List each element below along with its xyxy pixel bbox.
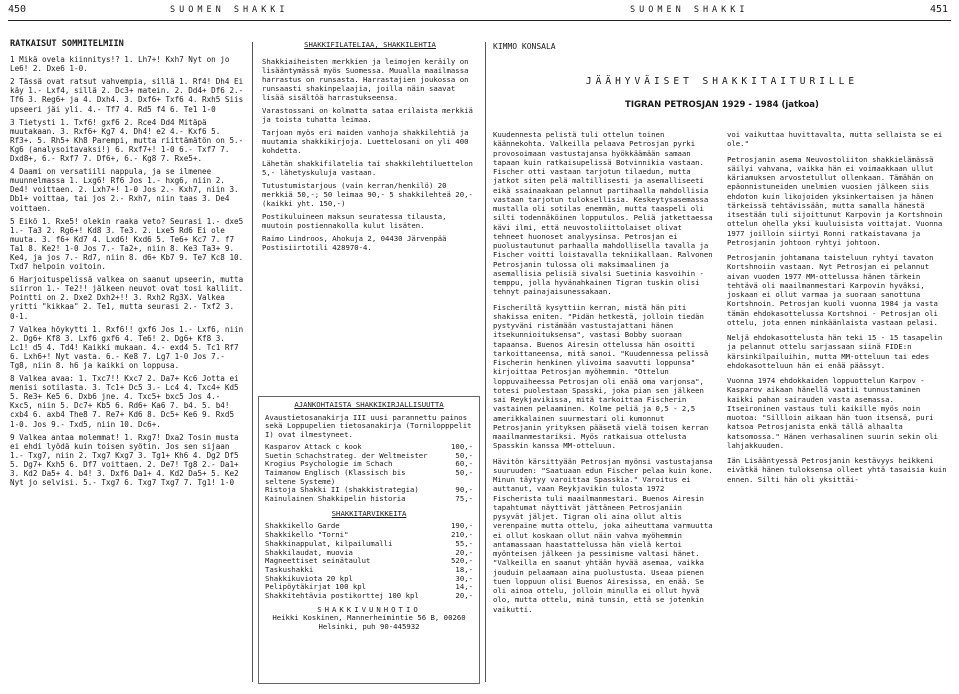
book-row: Krogius Psychologie im Schach 60,-: [265, 459, 473, 469]
gear-title: SHAKKITARVIKKEITA: [331, 508, 407, 518]
column-divider-right: [485, 42, 486, 682]
article-paragraph: Kuudennesta pelistä tuli ottelun toinen käännekohta. Valkeilla pelaava Petrosjan pyrki provosoimaan vastustajansa hyökkäämään samaan tapaan kuin ratkaisupelissä Botvinnikia vastaan. Fischer otti vastaan tarjotun tilaedun, mutta jatkot siten pelä maltillisesti ja asemalliseeti eikä ssainaakaan pelannut partihaalla mahdollisia vastaan tarjotun tuloksellisia. Keskeytysasemassa mustalla oli sotilas enemmän, mutta taaspeli oli silti todennäköinen lopputulos. Peliä jatkettaessa kävi ilmi, että neuvostoliittolaiset olivat tehneet huonoset analyysinsa. Petrosjan ei puolustautunut parhaalla mahdollisella tavalla ja Fischer voitti loistavalla tekniikallaan. Ralvonen Petrosjanin tulossa oli maksimaalinen ja asemallisia pelisiä sivalsi Suetinia kasvoihin - temppu, jolla hyvänahkainen Tigran tuskin olisi tehnyt painajaisunessakaan.: [493, 130, 713, 297]
article-paragraph: Neljä ehdokasottelusta hän teki 15 - 15 tasapelin ja pelannut ottelu sarjassaan siinä FIDE:n kärsinkilpailuihin, mutta MM-otteluun tai edes ehdokasotteluun hän ei enää päässyt.: [727, 333, 943, 370]
article-title: JÄÄHYVÄISET SHAKKITAITURILLE: [585, 76, 859, 87]
article-author: KIMMO KONSALA: [493, 42, 556, 51]
philately-paragraph: Varastossani on kolmatta sataa erilaista merkkiä ja toista tuhatta leimaa.: [262, 106, 473, 124]
gear-row: Magneettiset seinätaulut 520,-: [265, 556, 473, 566]
philately-paragraph: Tutustumistarjous (vain kerran/henkilö) 20 merkkiä 50,-; 50 leimaa 90,- 5 shakkilehteä 20,- (kaikki yht. 150,-): [262, 181, 473, 208]
book-row: Kasparov Attack c kook 100,-: [265, 441, 473, 451]
literature-ad-box: [258, 396, 480, 684]
solution-item: 4 Daami on versatiili nappula, ja se ilmenee muunnelmassa 1. Lxg6! Rf6 Jos 1.- hxg6, niin 2. De4! voittaen. 2. Lxh7+! 1-0 Jos 2.- Kxh7, niin 3. Db1+ voittaa, tai jos 2.- Rxh7, niin taas 3. De4 voittaen.: [10, 167, 239, 213]
gear-row: Taskushakki 18,-: [265, 564, 473, 574]
solution-item: 5 Eikö 1. Rxe5! olekin raaka veto? Seurasi 1.- dxe5 1.- Ta3 2. Rg6+! Kd8 3. Te3. 2. Lxe5 Rd6 Ei ole muuta. 3. f6+ Kd7 4. Lxd6! Kxd6 5. Te6+ Kc7 7. f7 Ta1 8. Ke2! 1-0 Jos 7.- Ta2+, niin 8. Ke3 Ta3+ 9. Ke4, ja jos 7.- Rd7, niin 8. d6+ Kb7 9. Te7 Kc8 10. Txd7 helpoin voitoin.: [10, 216, 244, 272]
philately-paragraph: Tarjoan myös eri maiden vanhoja shakkilehtiä ja muutamia shakkikirjoja. Luettelosani on yli 400 kohdetta.: [262, 128, 469, 155]
literature-title: AJANKOHTAISTA SHAKKIKIRJALLISUUTTA: [294, 400, 444, 409]
philately-paragraph: Raimo Lindroos, Ahokuja 2, 04430 Järvenpää Postisiirtotili 428970-4.: [262, 234, 447, 252]
article-paragraph: Fischeriltä kysyttiin kerran, mistä hän piti shakissa eniten. "Pidän hetkestä, jolloin tiedän pystyväni ristämään vastustajattani hänen itsekunnioituksensa", vastasi Bobby suoraan tapaansa. Buenos Airesin ottelussa hän osoitti tarkoittaneensa, mitä sanoi. "Kuudennessa pelissä Fischerin henkinen ylivoima saavutti loppunsa" kirjoittaa Petrosjan myöhemmin. "Ottelun loppuvaiheessa Petrosjan oli enää oma varjonsa", totesi puolestaan Spasski, joka pian sen jälkeen sai Reykjavikissa, mitä tarkoittaa Fischerin vastainen pelaaminen. Kolme peliä ja 0,5 - 2,5 amerikkalainen suurmestari oli kumonnut Petrosjanin yrityksen pääsetä vielä toisen kerran maailmanmestariksi. Myös ratkaisua ottelusta Spasskin kanssa MM-otteluun.: [493, 302, 709, 451]
solutions-title: RATKAISUT SOMMITELMIIN: [10, 39, 124, 49]
header-rule: [8, 20, 951, 21]
gear-row: Shakkilaudat, muovia 20,-: [265, 547, 473, 557]
solution-item: 7 Valkea höykytti 1. Rxf6!! gxf6 Jos 1.- Lxf6, niin 2. Dg6+ Kf8 3. Lxf6 gxf6 4. Te6! 2. Dg6+ Kf8 3. Lc1! d5 4. Td4! Kaikki mukaan. 4.- exd4 5. Tc1 Rf7 6. Lxh6+! Nyt vasta. 6.- Ke8 7. Lg7 1-0 Jos 7.- Tg8, niin 8. h6 ja kaikki on loppusa.: [10, 324, 244, 370]
running-header-left: SUOMEN SHAKKI: [170, 5, 289, 15]
running-header-right: SUOMEN SHAKKI: [630, 5, 749, 15]
article-paragraph: Iän Lisääntyessä Petrosjanin kestävyys heikkeni eivätkä hänen tuloksensa olleet yhtä tasaisia kuin ennen. Silti hän oli yksittäi-: [727, 456, 947, 484]
shop-name: SHAKKIVUNHOTIO: [317, 604, 421, 614]
book-row: Suetin Schachstrateg. der Weltmeister 50,-: [265, 450, 473, 460]
book-row: Taimanow Englisch (Klassisch bis seltene Systeme) 50,-: [265, 467, 473, 486]
solution-item: 2 Tässä ovat ratsut vahvempia, sillä 1. Rf4! Dh4 Ei käy 1.- Lxf4, sillä 2. Dc3+ matein. 2. Dd4+ Df6 2.- Tf6 3. Reg6+ ja 4. Dxh4. 3. Dxf6+ Txf6 4. Rxh5 Siis upseeri jäi yli. 4.- Tf7 4. Rd5 f4 6. Te1 1-0: [10, 77, 244, 114]
gear-row: Shakkikello Garde 190,-: [265, 521, 473, 531]
article-paragraph: Hävitön kärsittyään Petrosjan myönsi vastustajansa suuruuden: "Saatuaan edun Fischer pelaa kuin kone. Minun täytyy varoittaa Spasskia." Varoitus ei auttanut, vaan Reykjavikin tulosta 1972 Fischerista tuli maailmanmestari. Buenos Airesin tapahtumat näyttivät jättäneen Petrosjaniin pysyvät jäljet. Tigran oli aina ollut altis verenpaine mutta ottelu, joka aiheuttama varmuutta ei ollut koskaan ollut näin vahva myöhemmin antamassaan haastattelussa hän vielä kertoi myönteisen jälkeen ja pessimisme valtasi hänet. "Valkeilla en saanut yhtään hyvää asemaa, vaikka jouduin pelaamaan aina puolustusta. Useaa pienen tuen loppuun olisi Buenos Airesissa, en enää. Se oli ainoa ottelu, jolloin minulla ei ollut hyvä olo, mutta ottelu, minä tunsin, että se jotenkin vaikutti.: [493, 456, 713, 614]
solution-item: 1 Mikä ovela kiinnitys!? 1. Lh7+! Kxh7 Nyt on jo Le6! 2. Dxe6 1-0.: [10, 55, 230, 74]
literature-intro: Avaustietosanakirja III uusi parannettu painos sekä Loppupelien tietosanakirja (Tornilopppelit I) ovat ilmestyneet.: [265, 412, 472, 440]
article-paragraph: Petrosjanin asema Neuvostoliiton shakkielämässä säilyi vahvana, vaikka hän ei voimaakkaan ullut käriamuksen arvostetullut ollenkaan. Tämähän on epäonnistuneiden unelmien vuosien jälkeen siis ehdoton kuin likojoiden yksinkertaisen ja hänen tärkeissä tehtävissään, mutta samalla hänestä itsestään tuli sijoittunut Karpovin ja Kortshnoin ottelun ohella yksi kuuluisista voittajat. Vuonna 1977 joilloin siirtyi Ronni ratkaistavana ja Petrosjanin johtoon ryhtyi johtoon.: [727, 154, 943, 247]
solutions-column: [10, 40, 246, 491]
shop-contact: Heikki Koskinen, Mannerheimintie 56 B, 00260 Helsinki, puh 90-445932: [272, 613, 466, 632]
philately-paragraph: Postikuluineen maksun seuratessa tilausta, muutoin postiennakolla kulut lisäten.: [262, 212, 447, 230]
gear-row: Shakkinappulat, kilpailumalli 55,-: [265, 538, 473, 548]
gear-row: Pelipöytäkirjat 100 kpl 14,-: [265, 582, 473, 592]
article-paragraph: Petrosjanin johtamana taisteluun ryhtyi tavaton Kortshnoiin vastaan. Nyt Petrosjan ei pelannut aivan vuoden 1977 MM-ottelussa hänen tärkein tehtävä oli maailmanmestari Karpovin hyväksi, joskaan ei ollut varmaa ja suoraan sanottuna Kortshnoin. Petrosjan kuoli vuonna 1984 ja vasta tämän ehdokasottelussa Kortshnoi - Petrosjan oli ottelu, jota ennen minkäänlaista vastaan pelasi.: [727, 253, 938, 327]
article-paragraph: Vuonna 1974 ehdokkaiden loppuottelun Karpov - Kasparov aikaan hänellä vaatii tunnustaminen kaikki pahan sairauden vasta asemassa. Itseironinen vastaus tuli kaikille myös noin muotoa: "Sillloin aikaan hän tuon itsensä, puri katsoa Petrosjanista enkä tällä alhaalta katsomossa." Hänen verhasalinen suurin sekin oli lahjakkuuden.: [727, 376, 938, 450]
book-row: Kainulainen Shakkipelin historia 75,-: [265, 494, 473, 504]
gear-row: Shakkikello "Torni" 210,-: [265, 530, 473, 540]
page-number-left: 450: [8, 4, 27, 15]
article-subtitle: TIGRAN PETROSJAN 1929 - 1984 (jatkoa): [625, 100, 819, 110]
philately-paragraph: Lähetän shakkifilatelia tai shakkilehtiluettelon 5,- lähetyskuluja vastaan.: [262, 159, 473, 177]
page-number-right: 451: [930, 4, 949, 15]
philately-column: [262, 40, 478, 256]
article-paragraph: voi vaikuttaa huvittavalta, mutta sellaista se ei ole.": [727, 130, 943, 149]
solution-item: 6 Harjoituspelissä valkea on saanut upseerin, mutta siirron 1.- Te2!! jälkeen neuvot ovat tosi kalliit. Pointti on 2. Dxe2 Dxh2+!! 3. Rxh2 Rg3X. Valkea yritti "kikkaa" 2. Te1, mutta seurasi 2.- Txf2 3. 0-1.: [10, 275, 244, 321]
article-column-b: [727, 130, 951, 484]
philately-paragraph: Shakkiaiheisten merkkien ja leimojen keräily on lisääntymässä myös Suomessa. Muualla maailmassa harrastus on runsasta. Harrastajien joukossa on runsaasti shakinpelaajia, joilla näin saavat lisää sisältöä harrastukseensa.: [262, 57, 469, 102]
solution-item: 8 Valkea avaa: 1. Txc7!! Kxc7 2. Da7+ Kc6 Jotta ei menisi sotilasta. 3. Tc1+ Dc5 3.- Lc4 4. Txc4+ Kd5 5. Re3+ Ke5 6. Dxb6 jne. 4. Txc5+ bxc5 Jos 4.- Kxc5, niin 5. Dc7+ Kb5 6. Rd6+ Ka6 7. b4. 5. b4! cxb4 6. axb4 The8 7. Re7+ Kd6 8. Dc5+ Ke6 9. Rxd5 1-0. Jos 9.- Txd5, niin 10. Dc6+.: [10, 374, 239, 429]
philately-title: SHAKKIFILATELIAA, SHAKKILEHTIA: [304, 40, 436, 49]
solution-item: 3 Tietysti 1. Txf6! gxf6 2. Rce4 Dd4 Mitäpä muutakaan. 3. Rxf6+ Kg7 4. Dh4! e2 4.- Kxf6 5. Rf3+. 5. Rh5+ Kh8 Parempi, mutta riittämätön on 5.- Kg6 (analysoitavaksi!) 6. Rxf7+! 1-0 6.- Txf7 7. Dxd8+, 6.- Rxf7 7. Df6+, 6.- Kg8 7. Rxe5+.: [10, 117, 244, 164]
gear-row: Shakkikuviota 20 kpl 30,-: [265, 573, 473, 583]
column-divider-left: [252, 42, 253, 682]
solution-item: 9 Valkea antaa molemmat! 1. Rxg7! Dxa2 Tosin musta ei ehdi lyödä kuin toisen syötin. Jos sen sijaan 1.- Txg7, niin 2. Txg7 Kxg7 3. Tg1+ Kh6 4. Dg2 Df5 5. Dg7+ Kxh5 6. Df7 voittaen. 2. De7! Tg8 2.- Da1+ 3. Kd2 Da5+ 4. b4! 3. Dxf6 Da1+ 4. Kd2 Da5+ 5. Ke2 Nyt jo selvisi. 5.- Txg7 6. Txg7 Txg7 7. Tg1! 1-0: [10, 432, 239, 488]
book-row: Ristoja Shakki II (shakkistrategia) 90,-: [265, 485, 473, 495]
article-column-a: [493, 130, 715, 614]
gear-row: Shakkitehtävia postikorttej 100 kpl 20,-: [265, 591, 473, 601]
